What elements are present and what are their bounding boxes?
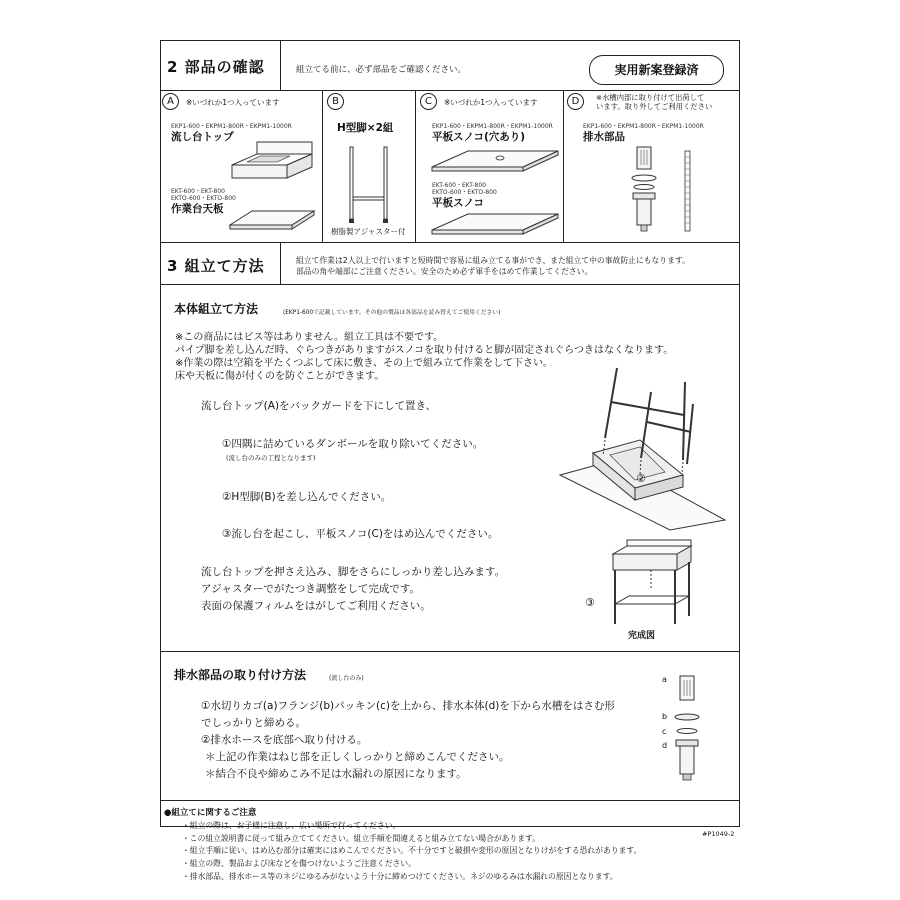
drain-parts-illustration <box>625 145 705 235</box>
assembly-subnote: (EKP1-600で記載しています。その他の製品は各部品を読み替えてご使用ください) <box>283 310 501 316</box>
part-a-marker: A <box>162 93 179 110</box>
part-c-name-flat: 平板スノコ <box>432 197 484 209</box>
leg-insertion-illustration <box>555 360 730 530</box>
part-d-models: EKP1-600・EKPM1-800R・EKPM1-1000R <box>583 123 704 130</box>
part-a-models-2a: EKT-600・EKT-800 <box>171 188 225 195</box>
part-b-marker: B <box>327 93 344 110</box>
drain-label-a: a <box>662 675 667 684</box>
part-a-models: EKP1-600・EKPM1-800R・EKPM1-1000R <box>171 123 292 130</box>
assembly-step-2: ②H型脚(B)を差し込んでください。 <box>222 491 392 503</box>
divider <box>280 242 281 284</box>
figure-marker-3: ③ <box>585 596 595 609</box>
assembly-note-line: パイプ脚を差し込んだ時、ぐらつきがありますがスノコを取り付けると脚が固定されぐらつきはなくなります。 <box>175 345 674 356</box>
divider <box>280 40 281 90</box>
drilled-slatted-shelf-illustration <box>428 145 563 177</box>
assembly-note-line: 床や天板に傷が付くのを防ぐことができます。 <box>175 371 385 382</box>
assembly-finish-line: アジャスターでがたつき調整をして完成です。 <box>201 583 421 595</box>
assembly-note-line: ※この商品にはビス等はありません。組立工具は不要です。 <box>175 332 444 343</box>
section-3-title: 3 組立て方法 <box>167 257 265 275</box>
h-leg-illustration <box>340 145 400 225</box>
divider <box>563 90 564 242</box>
part-c-models-2a: EKT-600・EKT-800 <box>432 182 486 189</box>
drain-line: ＊上記の作業はねじ部を正しくしっかりと締めこんでください。 <box>205 751 510 763</box>
drain-title: 排水部品の取り付け方法 <box>174 668 307 682</box>
part-d-note-1: ※水槽内部に取り付けて出荷して <box>596 93 705 102</box>
notes-title: ●組立てに関するご注意 <box>164 808 257 818</box>
assembly-finish <box>201 564 505 615</box>
notes-item: ・組立手順に従い、はめ込む部分は確実にはめこんでください。不十分ですと破損や変形の原因となりけがをする恐れがあります。 <box>182 846 642 856</box>
notes-item: ・組立の際は、お子様に注意し、広い場所で行ってください。 <box>182 821 401 830</box>
divider <box>160 284 740 285</box>
section-3-intro-2: 部品の角や端部にご注意ください。安全のため必ず軍手をはめて作業してください。 <box>296 267 593 276</box>
part-d-name: 排水部品 <box>583 131 625 143</box>
assembly-note-line: ※作業の際は空箱を平たくつぶして床に敷き、その上で組み立て作業をして下さい。 <box>175 358 553 369</box>
drain-label-c: c <box>662 727 667 736</box>
divider <box>160 242 740 243</box>
drain-subnote: (流し台のみ) <box>329 675 364 682</box>
notes-item: ・この組立説明書に従って組み立ててください。組立手順を間違えると組み立てない場合があります。 <box>182 833 541 843</box>
part-a-models-2b: EKTO-600・EKTO-800 <box>171 195 236 202</box>
part-a-note: ※いづれか1つ入っています <box>186 98 280 107</box>
drain-exploded-illustration <box>672 674 702 784</box>
notes-item: ・組立の際、製品および床などを傷つけないようご注意ください。 <box>182 859 416 869</box>
divider <box>160 800 740 801</box>
notes-item: ・排水部品、排水ホース等のネジにゆるみがないよう十分に締めつけてください。ネジのゆるみは水漏れの原因となります。 <box>182 871 618 881</box>
completed-sink-illustration <box>605 540 695 625</box>
divider <box>160 651 740 652</box>
flat-slatted-shelf-illustration <box>428 208 563 240</box>
assembly-step-1-note: (流し台のみの工程となります) <box>226 454 316 462</box>
drain-line: ①水切りカゴ(a)フランジ(b)パッキン(c)を上から、排水本体(d)を下から水槽をはさむ形 <box>201 700 615 712</box>
part-d-marker: D <box>567 93 584 110</box>
drain-line: ②排水ホースを底部へ取り付ける。 <box>201 734 368 746</box>
drain-label-d: d <box>662 741 668 750</box>
drain-line: ＊結合不良や締めこみ不足は水漏れの原因になります。 <box>205 768 467 780</box>
part-b-caption: 樹脂製アジャスター付 <box>331 227 406 236</box>
drain-label-b: b <box>662 712 668 721</box>
figure-marker-2: ② <box>636 472 646 485</box>
part-c-note: ※いづれか1つ入っています <box>444 98 538 107</box>
document-code: #P1049-2 <box>702 830 735 838</box>
drain-line: でしっかりと締める。 <box>201 717 306 729</box>
worktop-illustration <box>222 205 322 235</box>
divider <box>160 90 740 91</box>
part-d-note-2: います。取り外してご利用ください <box>596 102 713 111</box>
section-2-title: 2 部品の確認 <box>167 58 265 76</box>
patent-badge: 実用新案登録済 <box>589 55 724 85</box>
part-b-name: H型脚×2組 <box>337 122 394 134</box>
part-c-name-drilled: 平板スノコ(穴あり) <box>432 131 526 143</box>
part-a-name-sink-top: 流し台トップ <box>171 131 234 143</box>
assembly-title: 本体組立て方法 <box>174 302 259 316</box>
part-c-models-2b: EKTO-600・EKTO-800 <box>432 189 497 196</box>
assembly-finish-line: 流し台トップを押さえ込み、脚をさらにしっかり差し込みます。 <box>201 566 505 578</box>
assembly-step-3: ③流し台を起こし、平板スノコ(C)をはめ込んでください。 <box>222 528 499 540</box>
assembly-finish-line: 表面の保護フィルムをはがしてご利用ください。 <box>201 600 431 612</box>
assembly-step-intro: 流し台トップ(A)をバックガードを下にして置き、 <box>201 400 437 412</box>
part-c-models: EKP1-600・EKPM1-800R・EKPM1-1000R <box>432 123 553 130</box>
divider <box>415 90 416 242</box>
part-c-marker: C <box>420 93 437 110</box>
notes-list <box>182 820 737 884</box>
sink-top-illustration <box>222 140 322 185</box>
part-a-name-worktop: 作業台天板 <box>171 203 224 215</box>
section-2-intro: 組立てる前に、必ず部品をご確認ください。 <box>296 65 467 75</box>
section-3-intro-1: 組立て作業は2人以上で行いますと短時間で容易に組み立てる事ができ、また組立て中の事故防止にもなります。 <box>296 256 690 265</box>
drain-instructions <box>201 698 615 783</box>
divider <box>322 90 323 242</box>
completed-figure-caption: 完成図 <box>628 631 656 641</box>
assembly-step-1: ①四隅に詰めているダンボールを取り除いてください。 <box>222 438 484 450</box>
